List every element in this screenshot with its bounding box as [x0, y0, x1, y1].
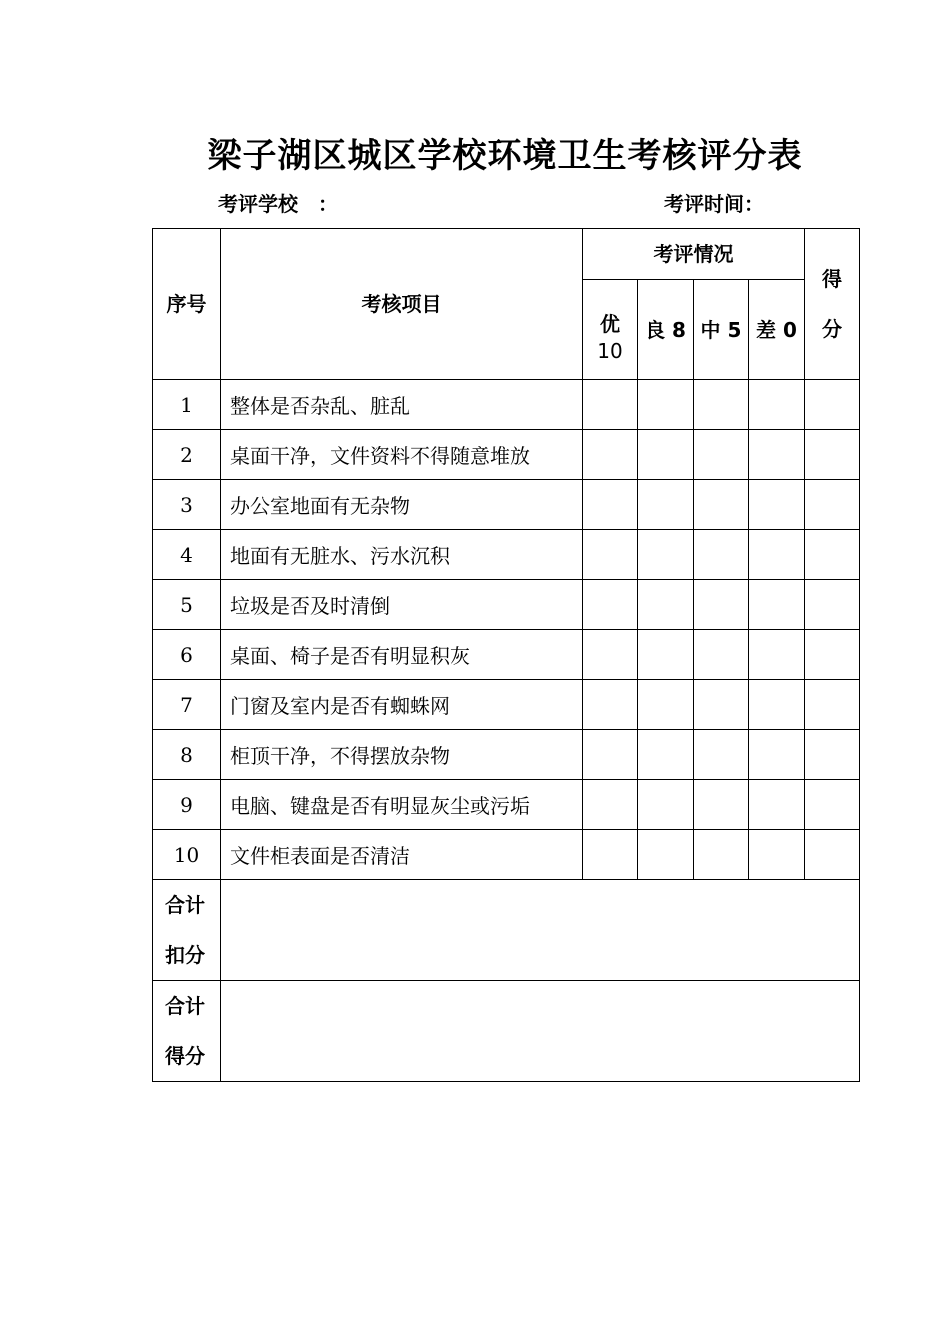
total-label-line1: 合计	[165, 994, 205, 1018]
header-excellent-line2: 10	[597, 338, 623, 363]
row-number: 5	[153, 580, 221, 630]
cell-score[interactable]	[805, 430, 860, 480]
header-score-line2: 分	[822, 317, 842, 341]
cell-excellent[interactable]	[583, 730, 638, 780]
cell-poor[interactable]	[749, 380, 805, 430]
cell-medium[interactable]	[694, 530, 749, 580]
header-score-line1: 得	[822, 267, 842, 291]
table-row	[153, 730, 860, 780]
cell-medium[interactable]	[694, 680, 749, 730]
page-title: 梁子湖区城区学校环境卫生考核评分表	[207, 136, 803, 176]
table-row	[153, 630, 860, 680]
row-item: 柜顶干净，不得摆放杂物	[221, 730, 583, 780]
cell-poor[interactable]	[749, 680, 805, 730]
cell-medium[interactable]	[694, 380, 749, 430]
cell-excellent[interactable]	[583, 680, 638, 730]
table-row	[153, 380, 860, 430]
table-row	[153, 830, 860, 880]
row-item: 文件柜表面是否清洁	[221, 830, 583, 880]
header-good: 良 8	[638, 280, 694, 380]
cell-good[interactable]	[638, 530, 694, 580]
deduction-label-line2: 扣分	[165, 943, 205, 967]
table-row	[153, 780, 860, 830]
row-number: 8	[153, 730, 221, 780]
row-number: 4	[153, 530, 221, 580]
total-value-cell[interactable]	[221, 981, 860, 1082]
table-row	[153, 530, 860, 580]
cell-poor[interactable]	[749, 830, 805, 880]
cell-medium[interactable]	[694, 480, 749, 530]
cell-score[interactable]	[805, 830, 860, 880]
cell-score[interactable]	[805, 480, 860, 530]
cell-medium[interactable]	[694, 780, 749, 830]
deduction-label-line1: 合计	[165, 893, 205, 917]
cell-score[interactable]	[805, 780, 860, 830]
row-item: 门窗及室内是否有蜘蛛网	[221, 680, 583, 730]
cell-excellent[interactable]	[583, 780, 638, 830]
total-row	[153, 981, 860, 1082]
total-label-line2: 得分	[165, 1044, 205, 1068]
row-number: 9	[153, 780, 221, 830]
table-row	[153, 430, 860, 480]
cell-poor[interactable]	[749, 630, 805, 680]
cell-poor[interactable]	[749, 580, 805, 630]
cell-score[interactable]	[805, 530, 860, 580]
row-number: 6	[153, 630, 221, 680]
row-item: 垃圾是否及时清倒	[221, 580, 583, 630]
cell-poor[interactable]	[749, 430, 805, 480]
cell-score[interactable]	[805, 730, 860, 780]
cell-good[interactable]	[638, 630, 694, 680]
table-row	[153, 580, 860, 630]
cell-medium[interactable]	[694, 430, 749, 480]
header-poor: 差 0	[749, 280, 805, 380]
cell-poor[interactable]	[749, 780, 805, 830]
cell-good[interactable]	[638, 580, 694, 630]
cell-excellent[interactable]	[583, 530, 638, 580]
header-item: 考核项目	[221, 229, 583, 380]
cell-excellent[interactable]	[583, 430, 638, 480]
row-number: 10	[153, 830, 221, 880]
cell-good[interactable]	[638, 680, 694, 730]
cell-good[interactable]	[638, 780, 694, 830]
row-item: 电脑、键盘是否有明显灰尘或污垢	[221, 780, 583, 830]
cell-excellent[interactable]	[583, 480, 638, 530]
cell-medium[interactable]	[694, 830, 749, 880]
cell-poor[interactable]	[749, 730, 805, 780]
header-seq: 序号	[153, 229, 221, 380]
cell-good[interactable]	[638, 830, 694, 880]
cell-excellent[interactable]	[583, 830, 638, 880]
deduction-row	[153, 880, 860, 981]
cell-excellent[interactable]	[583, 630, 638, 680]
header-excellent	[583, 280, 638, 380]
cell-good[interactable]	[638, 480, 694, 530]
time-label: 考评时间：	[664, 192, 764, 216]
table-row	[153, 680, 860, 730]
row-item: 办公室地面有无杂物	[221, 480, 583, 530]
cell-score[interactable]	[805, 680, 860, 730]
cell-medium[interactable]	[694, 730, 749, 780]
cell-good[interactable]	[638, 730, 694, 780]
row-item: 地面有无脏水、污水沉积	[221, 530, 583, 580]
school-label: 考评学校 ：	[218, 192, 338, 216]
cell-score[interactable]	[805, 380, 860, 430]
row-number: 7	[153, 680, 221, 730]
row-number: 1	[153, 380, 221, 430]
total-label	[153, 981, 221, 1082]
cell-excellent[interactable]	[583, 380, 638, 430]
evaluation-table	[152, 228, 860, 1082]
header-score	[805, 229, 860, 380]
cell-poor[interactable]	[749, 480, 805, 530]
header-eval: 考评情况	[583, 229, 805, 280]
row-item: 桌面干净，文件资料不得随意堆放	[221, 430, 583, 480]
table-row	[153, 480, 860, 530]
deduction-value-cell[interactable]	[221, 880, 860, 981]
cell-score[interactable]	[805, 580, 860, 630]
header-excellent-line1: 优	[600, 311, 620, 336]
header-medium: 中 5	[694, 280, 749, 380]
row-number: 2	[153, 430, 221, 480]
row-item: 整体是否杂乱、脏乱	[221, 380, 583, 430]
cell-good[interactable]	[638, 430, 694, 480]
cell-medium[interactable]	[694, 630, 749, 680]
deduction-label	[153, 880, 221, 981]
cell-good[interactable]	[638, 380, 694, 430]
cell-excellent[interactable]	[583, 580, 638, 630]
row-number: 3	[153, 480, 221, 530]
row-item: 桌面、椅子是否有明显积灰	[221, 630, 583, 680]
cell-score[interactable]	[805, 630, 860, 680]
cell-poor[interactable]	[749, 530, 805, 580]
cell-medium[interactable]	[694, 580, 749, 630]
